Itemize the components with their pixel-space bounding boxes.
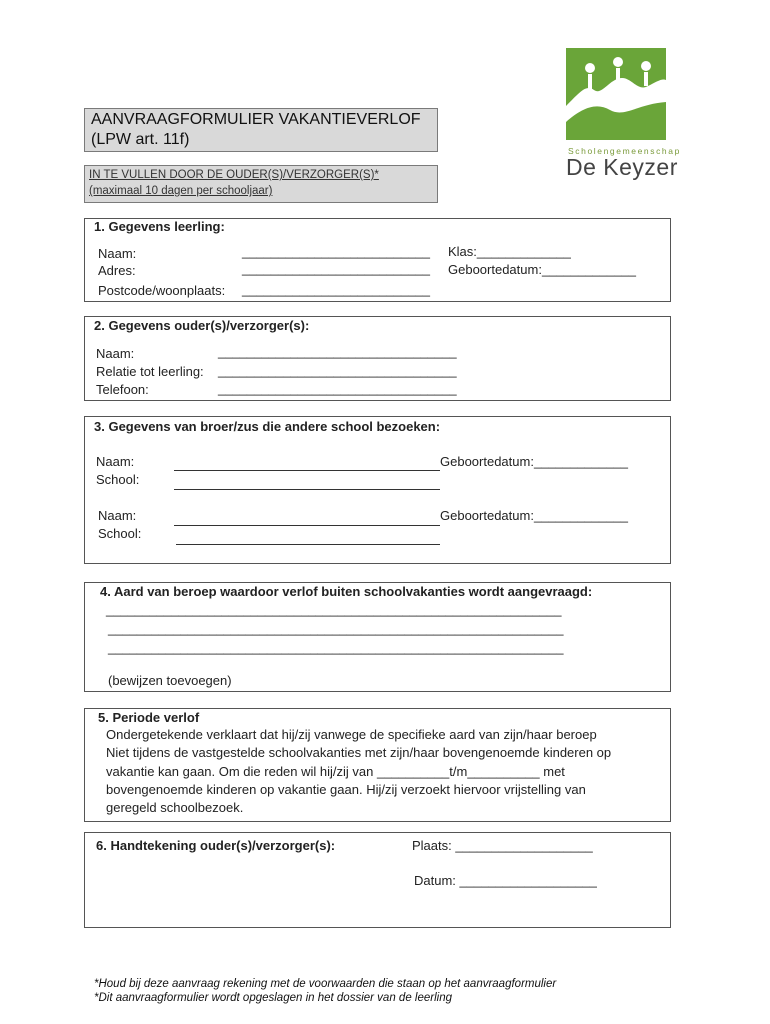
sibling2-name-label: Naam: xyxy=(98,508,137,523)
footer-note-storage: *Dit aanvraagformulier wordt opgeslagen in het dossier van de leerling xyxy=(94,992,452,1004)
instruction-text: IN TE VULLEN DOOR DE OUDER(S)/VERZORGER(S)* xyxy=(89,169,379,181)
sibling2-birthdate-field[interactable]: Geboortedatum:_____________ xyxy=(440,508,628,523)
student-address-field[interactable]: __________________________ xyxy=(242,261,430,276)
instruction-max-days: (maximaal 10 dagen per schooljaar) xyxy=(89,185,273,197)
parent-name-label: Naam: xyxy=(96,346,135,361)
logo-subtitle: Scholengemeenschap xyxy=(568,146,681,156)
sibling1-school-label: School: xyxy=(96,472,140,487)
proof-note: (bewijzen toevoegen) xyxy=(108,673,232,688)
occupation-line-2[interactable]: _______________________________________________________________ xyxy=(108,621,564,636)
student-name-field[interactable]: __________________________ xyxy=(242,244,430,259)
leave-text-line-3[interactable]: vakantie kan gaan. Om die reden wil hij/zij van __________t/m__________ met xyxy=(106,764,565,779)
sibling2-name-field[interactable] xyxy=(174,525,440,526)
student-address-label: Adres: xyxy=(98,263,136,278)
student-postcode-label: Postcode/woonplaats: xyxy=(98,283,226,298)
signature-date-field[interactable]: Datum: ___________________ xyxy=(414,873,597,888)
leave-text-line-2: Niet tijdens de vastgestelde schoolvakanties met zijn/haar bovengenoemde kinderen op xyxy=(106,745,612,760)
section-siblings xyxy=(84,416,671,564)
instruction-box xyxy=(84,165,438,203)
student-postcode-field[interactable]: __________________________ xyxy=(242,282,430,297)
form-legal-reference: (LPW art. 11f) xyxy=(91,131,190,148)
footer-note-conditions: *Houd bij deze aanvraag rekening met de voorwaarden die staan op het aanvraagformulier xyxy=(94,978,557,990)
logo-mountains-icon xyxy=(566,48,666,144)
section2-title: 2. Gegevens ouder(s)/verzorger(s): xyxy=(94,318,310,333)
section4-title: 4. Aard van beroep waardoor verlof buiten schoolvakanties wordt aangevraagd: xyxy=(100,584,593,599)
sibling1-school-field[interactable] xyxy=(174,489,440,490)
occupation-line-1[interactable]: _______________________________________________________________ xyxy=(106,602,562,617)
school-logo xyxy=(558,48,681,180)
sibling2-school-field[interactable] xyxy=(176,544,440,545)
student-birthdate-field[interactable]: Geboortedatum:_____________ xyxy=(448,262,636,277)
sibling1-birthdate-field[interactable]: Geboortedatum:_____________ xyxy=(440,454,628,469)
relation-field[interactable]: _________________________________ xyxy=(218,363,457,378)
occupation-line-3[interactable]: _______________________________________________________________ xyxy=(108,640,564,655)
section3-title: 3. Gegevens van broer/zus die andere school bezoeken: xyxy=(94,419,441,434)
student-class-field[interactable]: Klas:_____________ xyxy=(448,244,571,259)
phone-label: Telefoon: xyxy=(96,382,149,397)
section5-title: 5. Periode verlof xyxy=(98,710,200,725)
sibling1-name-label: Naam: xyxy=(96,454,135,469)
form-title: AANVRAAGFORMULIER VAKANTIEVERLOF xyxy=(91,111,421,128)
signature-place-field[interactable]: Plaats: ___________________ xyxy=(412,838,593,853)
leave-text-line-5: geregeld schoolbezoek. xyxy=(106,800,244,815)
form-title-box xyxy=(84,108,438,152)
leave-text-line-4: bovengenoemde kinderen op vakantie gaan. Hij/zij verzoekt hiervoor vrijstelling van xyxy=(106,782,586,797)
phone-field[interactable]: _________________________________ xyxy=(218,381,457,396)
parent-name-field[interactable]: _________________________________ xyxy=(218,344,457,359)
logo-name: De Keyzer xyxy=(566,154,678,180)
section6-title: 6. Handtekening ouder(s)/verzorger(s): xyxy=(96,838,336,853)
sibling2-school-label: School: xyxy=(98,526,142,541)
section1-title: 1. Gegevens leerling: xyxy=(94,219,225,234)
student-name-label: Naam: xyxy=(98,246,137,261)
sibling1-name-field[interactable] xyxy=(174,470,440,471)
relation-label: Relatie tot leerling: xyxy=(96,364,204,379)
leave-text-line-1: Ondergetekende verklaart dat hij/zij vanwege de specifieke aard van zijn/haar beroep xyxy=(106,727,597,742)
